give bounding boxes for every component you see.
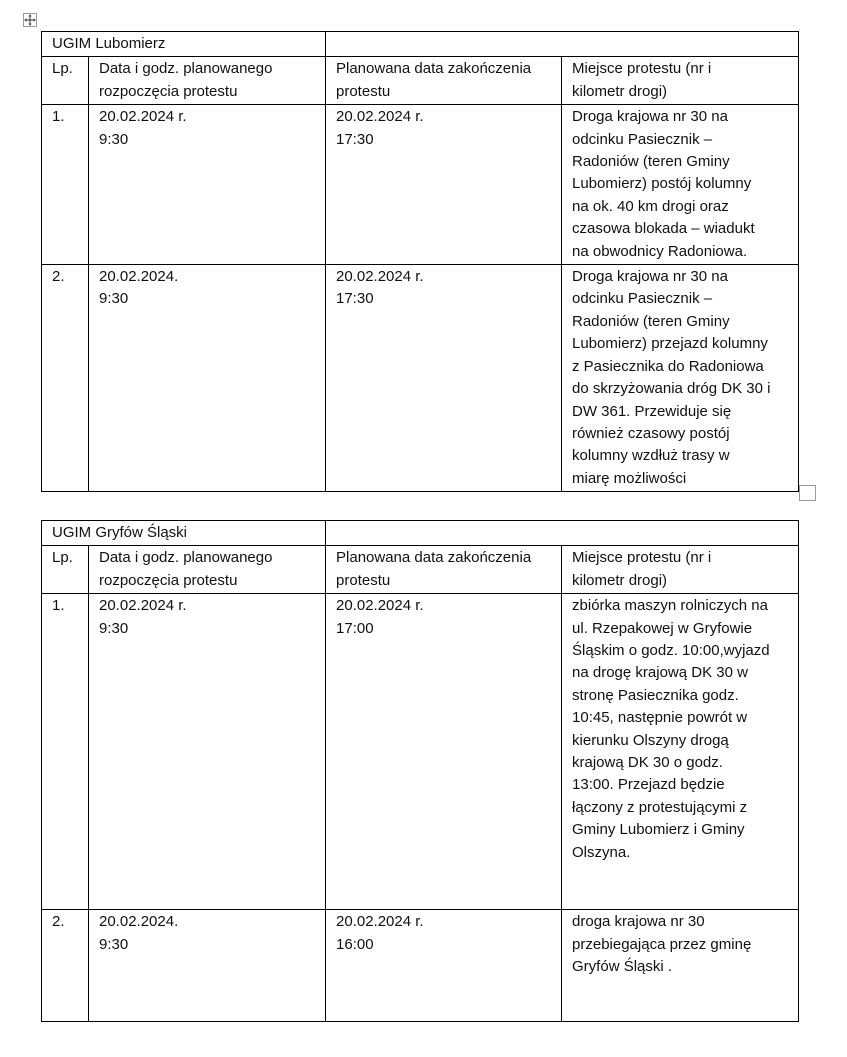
- header-lp: Lp.: [42, 57, 89, 105]
- cell-lp: 2.: [42, 910, 89, 1022]
- header-start: Data i godz. planowanego rozpoczęcia protestu: [89, 546, 326, 594]
- cell-start: 20.02.2024 r. 9:30: [89, 594, 326, 910]
- header-start: Data i godz. planowanego rozpoczęcia protestu: [89, 57, 326, 105]
- cell-lp: 1.: [42, 105, 89, 265]
- cell-place: droga krajowa nr 30 przebiegająca przez gminę Gryfów Śląski .: [562, 910, 799, 1022]
- cell-place: zbiórka maszyn rolniczych na ul. Rzepakowej w Gryfowie Śląskim o godz. 10:00,wyjazd na drogę krajową DK 30 w stronę Pasiecznika godz. 10:45, następnie powrót w kierunku Olszyny drogą krajową DK 30 o godz. 13:00. Przejazd będzie łączony z protestującymi z Gminy Lubomierz i Gminy Olszyna.: [562, 594, 799, 910]
- cell-lp: 1.: [42, 594, 89, 910]
- cell-start: 20.02.2024. 9:30: [89, 910, 326, 1022]
- table-title-row: [42, 521, 799, 546]
- header-place: Miejsce protestu (nr i kilometr drogi): [562, 57, 799, 105]
- table-row: [42, 105, 799, 265]
- table-header-row: [42, 57, 799, 105]
- table-title: UGIM Lubomierz: [42, 32, 326, 57]
- cell-end: 20.02.2024 r. 16:00: [326, 910, 562, 1022]
- header-place: Miejsce protestu (nr i kilometr drogi): [562, 546, 799, 594]
- table-row: [42, 594, 799, 910]
- protest-table-lubomierz: [41, 31, 799, 492]
- table-row: [42, 265, 799, 492]
- cell-start: 20.02.2024. 9:30: [89, 265, 326, 492]
- table-resize-handle[interactable]: [799, 485, 816, 501]
- empty-cell: [326, 32, 799, 57]
- table-title-row: [42, 32, 799, 57]
- cell-start: 20.02.2024 r. 9:30: [89, 105, 326, 265]
- empty-cell: [326, 521, 799, 546]
- table-row: [42, 910, 799, 1022]
- cell-place: Droga krajowa nr 30 na odcinku Pasiecznik – Radoniów (teren Gminy Lubomierz) postój kolumny na ok. 40 km drogi oraz czasowa blokada – wiadukt na obwodnicy Radoniowa.: [562, 105, 799, 265]
- table-move-handle-icon[interactable]: [23, 13, 37, 27]
- cell-end: 20.02.2024 r. 17:30: [326, 105, 562, 265]
- header-lp: Lp.: [42, 546, 89, 594]
- cell-end: 20.02.2024 r. 17:00: [326, 594, 562, 910]
- table-header-row: [42, 546, 799, 594]
- table-title: UGIM Gryfów Śląski: [42, 521, 326, 546]
- cell-end: 20.02.2024 r. 17:30: [326, 265, 562, 492]
- cell-lp: 2.: [42, 265, 89, 492]
- protest-table-gryfow: [41, 520, 799, 1022]
- header-end: Planowana data zakończenia protestu: [326, 57, 562, 105]
- header-end: Planowana data zakończenia protestu: [326, 546, 562, 594]
- cell-place: Droga krajowa nr 30 na odcinku Pasiecznik – Radoniów (teren Gminy Lubomierz) przejazd kolumny z Pasiecznika do Radoniowa do skrzyżowania dróg DK 30 i DW 361. Przewiduje się również czasowy postój kolumny wzdłuż trasy w miarę możliwości: [562, 265, 799, 492]
